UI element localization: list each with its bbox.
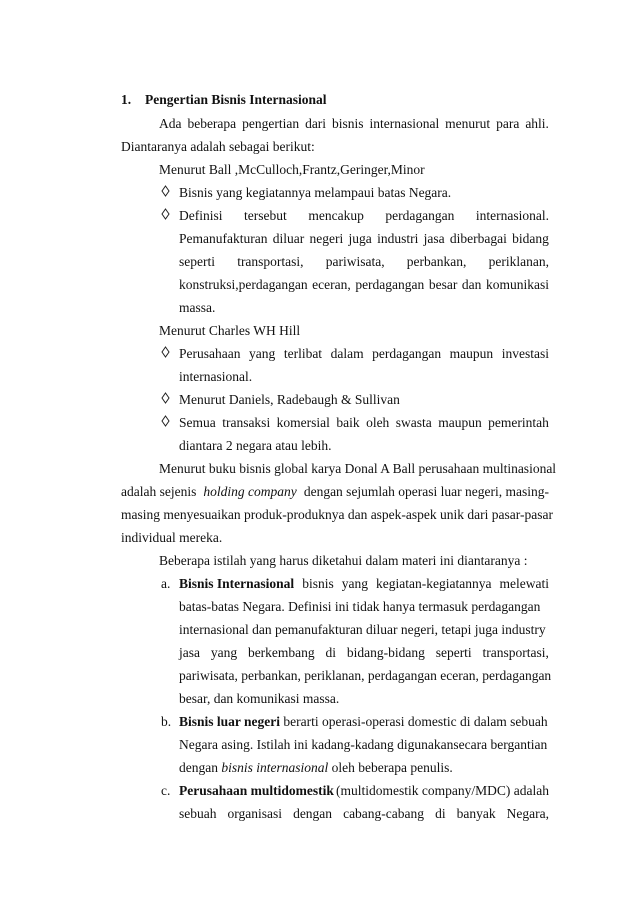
intro-line-1: Ada beberapa pengertian dari bisnis internasional menurut para ahli. [159,116,549,131]
hill-bullet-3-line-2: diantara 2 negara atau lebih. [179,438,332,453]
terms-intro: Beberapa istilah yang harus diketahui dalam materi ini diantaranya : [159,553,528,568]
intro-line-2: Diantaranya adalah sebagai berikut: [121,139,315,154]
hill-heading: Menurut Charles WH Hill [159,323,301,338]
hill-bullet-1-line-2: internasional. [179,369,253,384]
term-c-line-1: Perusahaan multidomestik (multidomestik company/MDC) adalah [179,783,549,798]
ball-bullet-2-line-2: Pemanufakturan diluar negeri juga industri jasa diberbagai bidang [179,231,549,246]
diamond-bullet-icon [161,392,170,404]
section-number: 1. [121,92,132,107]
term-b-marker: b. [161,714,172,729]
hill-bullet-1-line-1: Perusahaan yang terlibat dalam perdagangan maupun investasi [179,346,549,361]
ball-bullet-2-line-3: seperti transportasi, pariwisata, perbankan, periklanan, [179,254,549,269]
term-c-marker: c. [161,783,171,798]
diamond-bullet-icon [161,185,170,197]
term-c-line-2: sebuah organisasi dengan cabang-cabang di banyak Negara, [179,806,549,821]
hill-bullet-3-line-1: Semua transaksi komersial baik oleh swasta maupun pemerintah [179,415,549,430]
ball-bullet-2-line-5: massa. [179,300,216,315]
diamond-bullet-icon [161,208,170,220]
donal-line-1: Menurut buku bisnis global karya Donal A Ball perusahaan multinasional [159,461,557,476]
term-b-line-2: Negara asing. Istilah ini kadang-kadang digunakansecara bergantian [179,737,548,752]
donal-line-4: individual mereka. [121,530,223,545]
diamond-bullet-icon [161,415,170,427]
term-a-line-2: batas-batas Negara. Definisi ini tidak hanya termasuk perdagangan [179,599,541,614]
term-a-marker: a. [161,576,171,591]
donal-line-2: adalah sejenis holding company dengan sejumlah operasi luar negeri, masing- [121,484,549,499]
term-a-line-6: besar, dan komunikasi massa. [179,691,340,706]
donal-line-3: masing menyesuaikan produk-produknya dan aspek-aspek unik dari pasar-pasar [121,507,553,522]
term-a-line-4: jasa yang berkembang di bidang-bidang seperti transportasi, [179,645,549,660]
diamond-bullet-icon [161,346,170,358]
ball-bullet-2-line-4: konstruksi,perdagangan eceran, perdagangan besar dan komunikasi [179,277,549,292]
section-title: Pengertian Bisnis Internasional [145,92,327,107]
term-b-line-1: Bisnis luar negeri berarti operasi-operasi domestic di dalam sebuah [179,714,548,729]
hill-bullet-2: Menurut Daniels, Radebaugh & Sullivan [179,392,400,407]
ball-heading: Menurut Ball ,McCulloch,Frantz,Geringer,Minor [159,162,425,177]
term-b-line-3: dengan bisnis internasional oleh beberapa penulis. [179,760,453,775]
term-a-line-3: internasional dan pemanufakturan diluar negeri, tetapi juga industry [179,622,546,637]
ball-bullet-1: Bisnis yang kegiatannya melampaui batas Negara. [179,185,452,200]
term-a-line-5: pariwisata, perbankan, periklanan, perdagangan eceran, perdagangan [179,668,552,683]
term-a-line-1: Bisnis Internasional bisnis yang kegiatan-kegiatannya melewati [179,576,549,591]
ball-bullet-2-line-1: Definisi tersebut mencakup perdagangan internasional. [179,208,549,223]
